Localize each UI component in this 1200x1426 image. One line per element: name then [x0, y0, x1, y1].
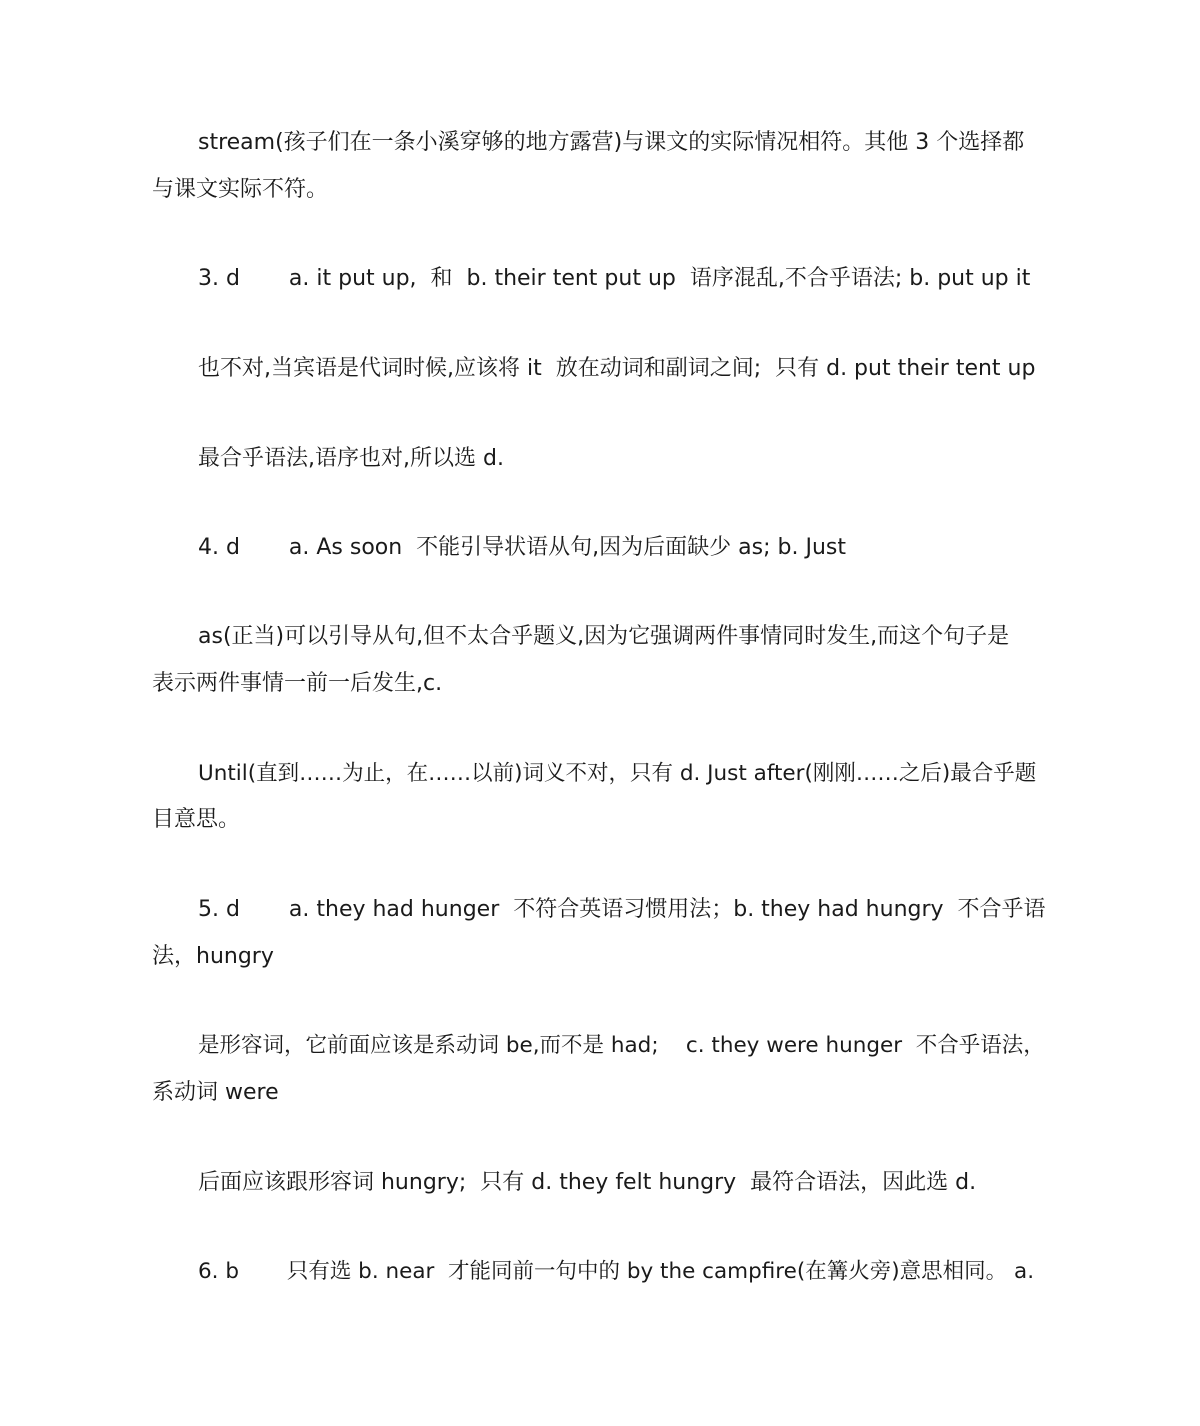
paragraph-line: stream(孩子们在一条小溪穿够的地方露营)与课文的实际情况相符。其他 3 个选择都	[198, 130, 1025, 155]
paragraph-line: 与课文实际不符。	[152, 177, 329, 202]
paragraph-line: 系动词 were	[152, 1080, 279, 1105]
answer-3-line: 3. d a. it put up, 和 b. their tent put up 语序混乱,不合乎语法; b. put up it	[198, 266, 1031, 291]
paragraph-line: 法，hungry	[152, 944, 274, 969]
paragraph-line: 是形容词，它前面应该是系动词 be,而不是 had; c. they were hunger 不合乎语法，	[198, 1033, 1045, 1058]
paragraph-line: 最合乎语法,语序也对,所以选 d.	[198, 446, 504, 471]
paragraph-line: 也不对,当宾语是代词时候,应该将 it 放在动词和副词之间; 只有 d. put their tent up	[198, 356, 1036, 381]
paragraph-line: Until(直到……为止，在……以前)词义不对，只有 d. Just after(刚刚……之后)最合乎题	[198, 761, 1037, 786]
paragraph-line: 后面应该跟形容词 hungry; 只有 d. they felt hungry 最符合语法，因此选 d.	[198, 1170, 977, 1195]
paragraph-line: as(正当)可以引导从句,但不太合乎题义,因为它强调两件事情同时发生,而这个句子是	[198, 624, 1010, 649]
paragraph-line: 表示两件事情一前一后发生,c.	[152, 671, 443, 696]
answer-6-line: 6. b 只有选 b. near 才能同前一句中的 by the campfire(在篝火旁)意思相同。 a.	[198, 1259, 1035, 1284]
answer-5-line: 5. d a. they had hunger 不符合英语习惯用法；b. they had hungry 不合乎语	[198, 897, 1046, 922]
answer-4-line: 4. d a. As soon 不能引导状语从句,因为后面缺少 as; b. Just	[198, 535, 846, 560]
paragraph-line: 目意思。	[152, 807, 241, 832]
